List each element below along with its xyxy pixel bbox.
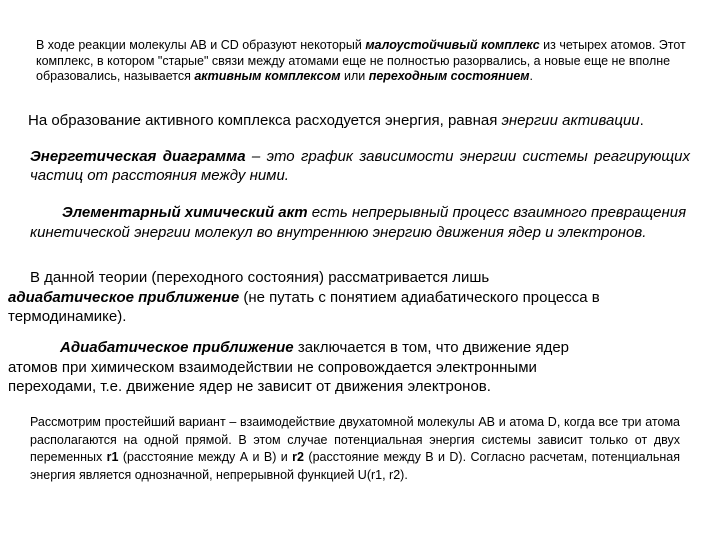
term-unstable-complex: малоустойчивый комплекс [365, 38, 540, 52]
term-transition-state: переходным состоянием [368, 69, 530, 84]
text: из четырех атомов. Этот комплекс, в котором "старые" связи между атомами еще не полностью разорвались, а новые еще не вполне образовались, называется [36, 38, 686, 84]
text: есть непрерывный процесс взаимного превращения кинетической энергии молекул во внутреннюю энергию движения ядер и электронов. [30, 204, 687, 241]
term-energy-diagram: Энергетическая диаграмма [30, 148, 246, 165]
paragraph-adiabatic-theory [8, 268, 608, 327]
paragraph-elementary-act [30, 203, 692, 242]
text: (расстояние между В и D). Согласно расчетам, потенциальная энергия является однозначной, непрерывной функцией U(r1, r2). [30, 450, 680, 482]
term-adiabatic-approximation: адиабатическое приближение [8, 288, 240, 306]
text: В ходе реакции молекулы АВ и СD образуют некоторый [36, 38, 366, 52]
paragraph-adiabatic-approximation [8, 338, 618, 397]
text: (расстояние между А и В) и [118, 450, 293, 465]
variable-r1: r1 [106, 450, 119, 465]
text: В данной теории (переходного состояния) рассматривается лишь [30, 269, 490, 286]
text: (не путать с понятием адиабатического процесса в термодинамике). [8, 288, 600, 325]
term-activation-energy: энергии активации [501, 112, 640, 129]
variable-r2: r2 [292, 450, 304, 465]
text: заключается в том, что движение ядер атомов при химическом взаимодействии не сопровождается электронными переходами, т.е. движение ядер не зависит от движения электронов. [8, 339, 570, 395]
paragraph-simplest-case [30, 414, 680, 484]
text: Рассмотрим простейший вариант – взаимодействие двухатомной молекулы АВ и атома D, когда все три атома располагаются на одной прямой. В этом случае потенциальная энергия системы зависит только от двух переменных [30, 415, 680, 465]
text: или [340, 69, 369, 84]
paragraph-activation-energy [28, 112, 696, 130]
text: . [639, 112, 644, 129]
paragraph-energy-diagram [30, 147, 690, 185]
term-adiabatic-approximation: Адиабатическое приближение [60, 339, 294, 356]
text: На образование активного комплекса расходуется энергия, равная [28, 112, 502, 129]
paragraph-activated-complex [36, 38, 690, 85]
term-elementary-act: Элементарный химический акт [62, 204, 308, 221]
term-activated-complex: активным комплексом [194, 69, 341, 84]
text: . [529, 69, 534, 84]
text: – это график зависимости энергии системы реагирующих частиц от расстояния между ними. [30, 148, 691, 184]
